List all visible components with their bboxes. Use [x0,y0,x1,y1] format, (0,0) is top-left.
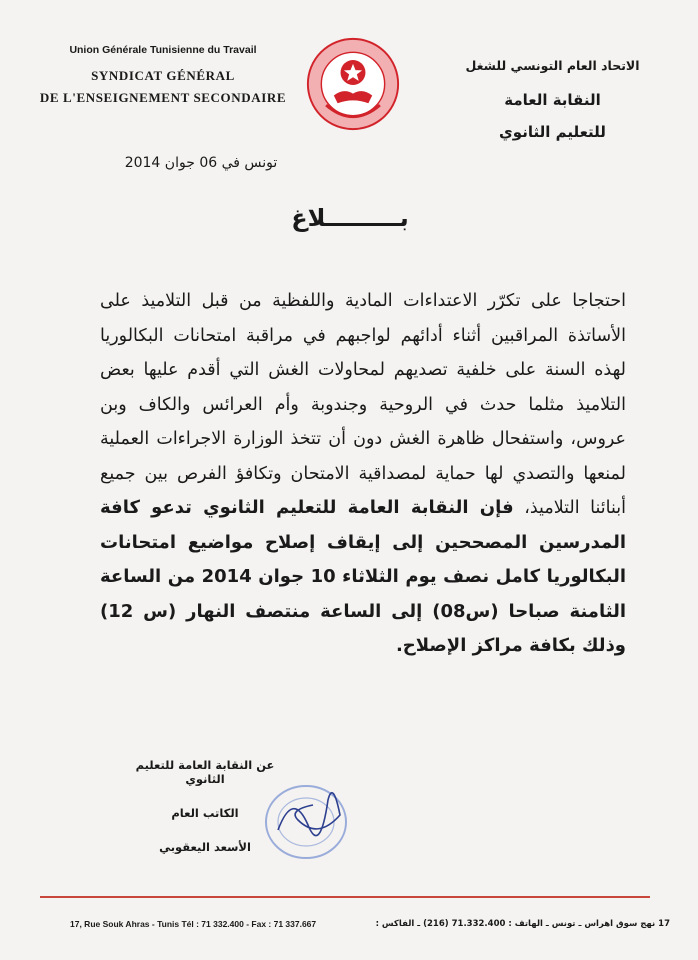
union-name-arabic: الاتحاد العام التونسي للشغل [465,58,640,73]
document-title: بـــــــــلاغ [291,204,409,232]
enseignement-name-french: DE L'ENSEIGNEMENT SECONDAIRE [39,90,287,105]
signature-role: الكاتب العام [171,806,239,820]
header-french [38,44,288,106]
footer-rule [40,896,650,898]
official-stamp-icon [258,770,358,870]
naqaba-name-arabic: النقابة العامة [504,91,601,109]
syndicat-name-french: SYNDICAT GÉNÉRAL [91,68,235,83]
body-bold-text: فإن النقابة العامة للتعليم الثانوي تدعو كافة المدرسين المصححين إلى إيقاف إصلاح مواضيع امتحانات البكالوريا كامل نصف يوم الثلاثاء 10 جوان 2014 من الساعة الثامنة صباحا (س08) إلى الساعة منتصف النهار (س 12) وذلك بكافة مراكز الإصلاح. [100,497,627,656]
ugtt-logo-icon [305,36,401,132]
footer-arabic: 17 نهج سوق اهراس ـ تونس ـ الهاتف : 71.332.400 (216) ـ الفاكس : [375,919,670,929]
document-date: تونس في 06 جوان 2014 [124,155,278,171]
talim-name-arabic: للتعليم الثانوي [499,123,606,141]
union-name-french: Union Générale Tunisienne du Travail [69,44,257,56]
body-normal-text: احتجاجا على تكرّر الاعتداءات المادية واللفظية من قبل التلاميذ على الأساتذة المراقبين أثناء أدائهم لواجبهم في مراقبة امتحانات البكالوريا لهذه السنة على خلفية تصديهم لمحاولات الغش التي أقدم عليها بعض التلاميذ مثلما حدث في الروحية وجندوبة وأم العرائس والكاف وبن عروس، واستفحال ظاهرة الغش دون أن تتخذ الوزارة الاجراءات العملية لمنعها والتصدي لها حماية لمصداقية الامتحان وتكافؤ الفرص بين جميع أبنائنا التلاميذ، [100,291,626,518]
signature-org: عن النقابة العامة للتعليم الثانوي [135,758,275,786]
header-arabic [450,58,655,141]
signature-name: الأسعد اليعقوبي [159,840,251,854]
announcement-body [100,284,626,664]
footer-french: 17, Rue Souk Ahras - Tunis Tél : 71 332.400 - Fax : 71 337.667 [70,919,317,929]
